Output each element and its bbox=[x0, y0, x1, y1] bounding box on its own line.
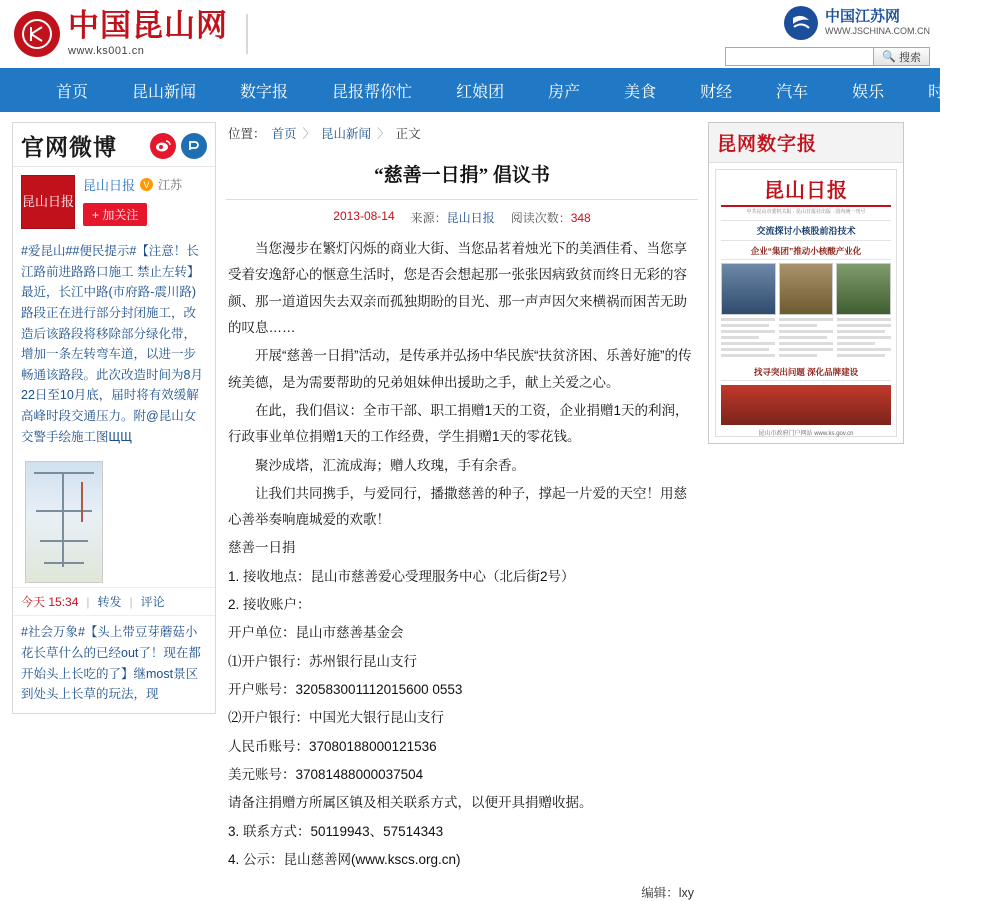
chevron-right-icon-2: 〉 bbox=[377, 127, 390, 141]
partner-url: WWW.JSCHINA.COM.CN bbox=[825, 26, 930, 37]
paper-subline: 中共昆山市委机关报 · 昆山日报社出版 · 国内统一刊号 bbox=[746, 209, 866, 215]
search-button[interactable] bbox=[873, 47, 930, 66]
main-nav bbox=[0, 68, 961, 112]
footer-sep: | bbox=[86, 594, 90, 609]
nav-item-home[interactable]: 首页 bbox=[56, 83, 89, 101]
partner-title: 中国江苏网 bbox=[825, 8, 901, 25]
article-source[interactable]: 昆山日报 bbox=[446, 211, 495, 225]
paper-column bbox=[779, 318, 833, 360]
comment-button[interactable]: 评论 bbox=[140, 595, 165, 610]
paper-headline-1: 交流探讨小核股前沿技术 bbox=[721, 220, 891, 241]
article-paragraph: 当您漫步在繁灯闪烁的商业大街、当您品茗着烛光下的美酒佳肴、当您享受着安逸舒心的惬意生活时，您是否会想起那一张张因病致贫而终日无彩的容颜、那一道道因失去双亲而孤独期盼的目光、那一声声因欠来横祸而困苦无助的叹息…… bbox=[228, 241, 687, 335]
paper-photo bbox=[721, 263, 776, 315]
site-logo[interactable] bbox=[14, 10, 228, 57]
nav-item-help[interactable]: 昆报帮你忙 bbox=[332, 83, 413, 101]
article-views: 348 bbox=[570, 211, 591, 225]
paper-photo bbox=[779, 263, 834, 315]
footer-sep-2: | bbox=[129, 594, 133, 609]
digital-paper-header bbox=[709, 123, 903, 163]
weibo-icons bbox=[150, 133, 207, 159]
article-paragraph: 请备注捐赠方所属区镇及相关联系方式，以便开具捐赠收据。 bbox=[228, 795, 593, 811]
article-paragraph: 在此，我们倡议：全市干部、职工捐赠1天的工资，企业捐赠1天的利润，行政事业单位捐赠1天的工作经费，学生捐赠1天的零花钱。 bbox=[228, 402, 689, 445]
article-date: 2013-08-14 bbox=[333, 209, 395, 223]
article-paragraph: 2. 接收账户： bbox=[228, 597, 311, 613]
breadcrumb-item-current: 正文 bbox=[395, 127, 421, 141]
article-paragraph: ⑵开户银行：中国光大银行昆山支行 bbox=[228, 710, 444, 726]
weibo-post-time: 今天 15:34 bbox=[21, 595, 79, 610]
article-paragraph: 美元账号：37081488000037504 bbox=[228, 766, 424, 782]
paper-photo-row bbox=[721, 263, 891, 315]
article-paragraph: 4. 公示：昆山慈善网(www.kscs.org.cn) bbox=[228, 851, 461, 867]
sina-weibo-icon[interactable] bbox=[150, 133, 176, 159]
nav-item-realestate[interactable]: 房产 bbox=[548, 83, 581, 101]
paper-text-columns bbox=[721, 318, 891, 360]
page-title: “慈善一日捐” 倡议书 bbox=[226, 150, 698, 200]
avatar[interactable]: 昆山日报 bbox=[21, 175, 75, 229]
search-box bbox=[725, 47, 930, 66]
repost-button[interactable]: 转发 bbox=[97, 595, 122, 610]
article-paragraph: 1. 接收地点：昆山市慈善爱心受理服务中心（北后街2号） bbox=[228, 568, 575, 584]
verified-badge-icon: V bbox=[140, 178, 153, 191]
weibo-header bbox=[13, 123, 215, 167]
site-title: 中国昆山网 bbox=[68, 8, 228, 44]
article-paragraph: 开户单位：昆山市慈善基金会 bbox=[228, 625, 404, 641]
article-paragraph: 聚沙成塔，汇流成海；赠人玫瑰，手有余香。 bbox=[255, 457, 525, 473]
editor-label: 编辑： bbox=[641, 886, 679, 901]
weibo-title: 官网微博 bbox=[21, 135, 117, 160]
weibo-account-location: 江苏 bbox=[158, 178, 183, 192]
paper-photo bbox=[836, 263, 891, 315]
nav-item-kunshan-news[interactable]: 昆山新闻 bbox=[132, 83, 197, 101]
breadcrumb bbox=[226, 122, 698, 150]
site-url: www.ks001.cn bbox=[68, 45, 145, 57]
weibo-post-text: #爱昆山##便民提示#【注意！长江路前进路路口施工 禁止左转】最近，长江中路(市府路-震川路)路段正在进行部分封闭施工，改造后该路段将移除部分绿化带，增加一条左转弯车道，以进一步畅通该路段。此次改造时间为8月22日至10月底，届时将有效缓解高峰时段交通压力。附@昆山女交警手绘施工图ЩЩ bbox=[21, 244, 203, 444]
partner-logo[interactable] bbox=[784, 6, 930, 40]
article-paragraph: 慈善一日捐 bbox=[228, 540, 296, 556]
views-label: 阅读次数： bbox=[510, 211, 571, 225]
article-paragraph: 开展“慈善一日捐”活动，是传承并弘扬中华民族“扶贫济困、乐善好施”的传统美德，是为需要帮助的兄弟姐妹伸出援助之手，献上关爱之心。 bbox=[228, 348, 692, 390]
right-sidebar bbox=[708, 122, 904, 716]
header-right bbox=[725, 6, 930, 66]
paper-column bbox=[837, 318, 891, 360]
article-paragraph: 开户账号：320583001112015600 0553 bbox=[228, 682, 463, 697]
digital-paper-title: 昆网数字报 bbox=[717, 134, 818, 155]
paper-bottom-note: 昆山市政府门户网站 www.ks.gov.cn bbox=[758, 430, 854, 437]
search-icon: 🔍 bbox=[882, 51, 896, 63]
paper-column bbox=[721, 318, 775, 360]
weibo-account bbox=[13, 167, 215, 237]
article-body bbox=[226, 232, 698, 873]
nav-item-entertainment[interactable]: 娱乐 bbox=[852, 83, 885, 101]
nav-item-finance[interactable]: 财经 bbox=[700, 83, 733, 101]
nav-item-digital-paper[interactable]: 数字报 bbox=[240, 83, 289, 101]
paper-footer-photo bbox=[721, 385, 891, 425]
editor-name: lxy bbox=[678, 886, 694, 901]
nav-item-fashion[interactable]: 时尚 bbox=[928, 83, 961, 101]
breadcrumb-label: 位置： bbox=[228, 127, 266, 141]
article-paragraph: 让我们共同携手，与爱同行，播撒慈善的种子，撑起一片爱的天空！用慈心善举奏响鹿城爱的欢歌！ bbox=[228, 485, 687, 528]
article-paragraph: 3. 联系方式：50119943、57514343 bbox=[228, 823, 444, 839]
weibo-widget bbox=[12, 122, 216, 714]
page-content bbox=[0, 112, 940, 901]
search-button-label: 搜索 bbox=[899, 51, 921, 64]
digital-paper-preview[interactable] bbox=[715, 169, 897, 437]
nav-item-auto[interactable]: 汽车 bbox=[776, 83, 809, 101]
nav-item-food[interactable]: 美食 bbox=[624, 83, 657, 101]
jsچina-logo-icon bbox=[784, 6, 818, 40]
paper-masthead: 昆山日报 bbox=[721, 174, 891, 207]
weibo-account-name[interactable]: 昆山日报 bbox=[83, 178, 136, 193]
article-paragraph: 人民币账号：37080188000121536 bbox=[228, 738, 437, 754]
breadcrumb-item-home[interactable]: 首页 bbox=[271, 127, 297, 141]
source-label: 来源： bbox=[410, 211, 447, 225]
weibo-post-footer bbox=[13, 587, 215, 615]
construction-map-thumbnail[interactable] bbox=[25, 461, 103, 583]
ks-logo-icon bbox=[14, 11, 60, 57]
weibo-post-text-2: #社会万象#【头上带豆芽蘑菇小花长草什么的已经out了！现在都开始头上长吃的了】继most景区到处头上长草的玩法，现 bbox=[13, 615, 215, 713]
site-header bbox=[0, 0, 940, 68]
article-column bbox=[226, 122, 698, 901]
nav-item-matchmaker[interactable]: 红娘团 bbox=[456, 83, 505, 101]
search-input[interactable] bbox=[725, 47, 873, 66]
header-divider bbox=[246, 14, 248, 54]
paper-headline-2: 企业“集团”推动小核酸产业化 bbox=[721, 243, 891, 260]
paper-photo-caption: 找寻突出问题 深化品牌建设 bbox=[721, 364, 891, 381]
article-editor bbox=[226, 875, 698, 901]
article-meta bbox=[226, 200, 698, 232]
digital-paper-widget bbox=[708, 122, 904, 444]
breadcrumb-item-news[interactable]: 昆山新闻 bbox=[321, 127, 372, 141]
chevron-right-icon: 〉 bbox=[302, 127, 316, 141]
pen-icon[interactable] bbox=[181, 133, 207, 159]
article-paragraph: ⑴开户银行：苏州银行昆山支行 bbox=[228, 653, 417, 669]
left-sidebar bbox=[12, 122, 216, 716]
follow-button[interactable]: + 加关注 bbox=[83, 203, 147, 226]
